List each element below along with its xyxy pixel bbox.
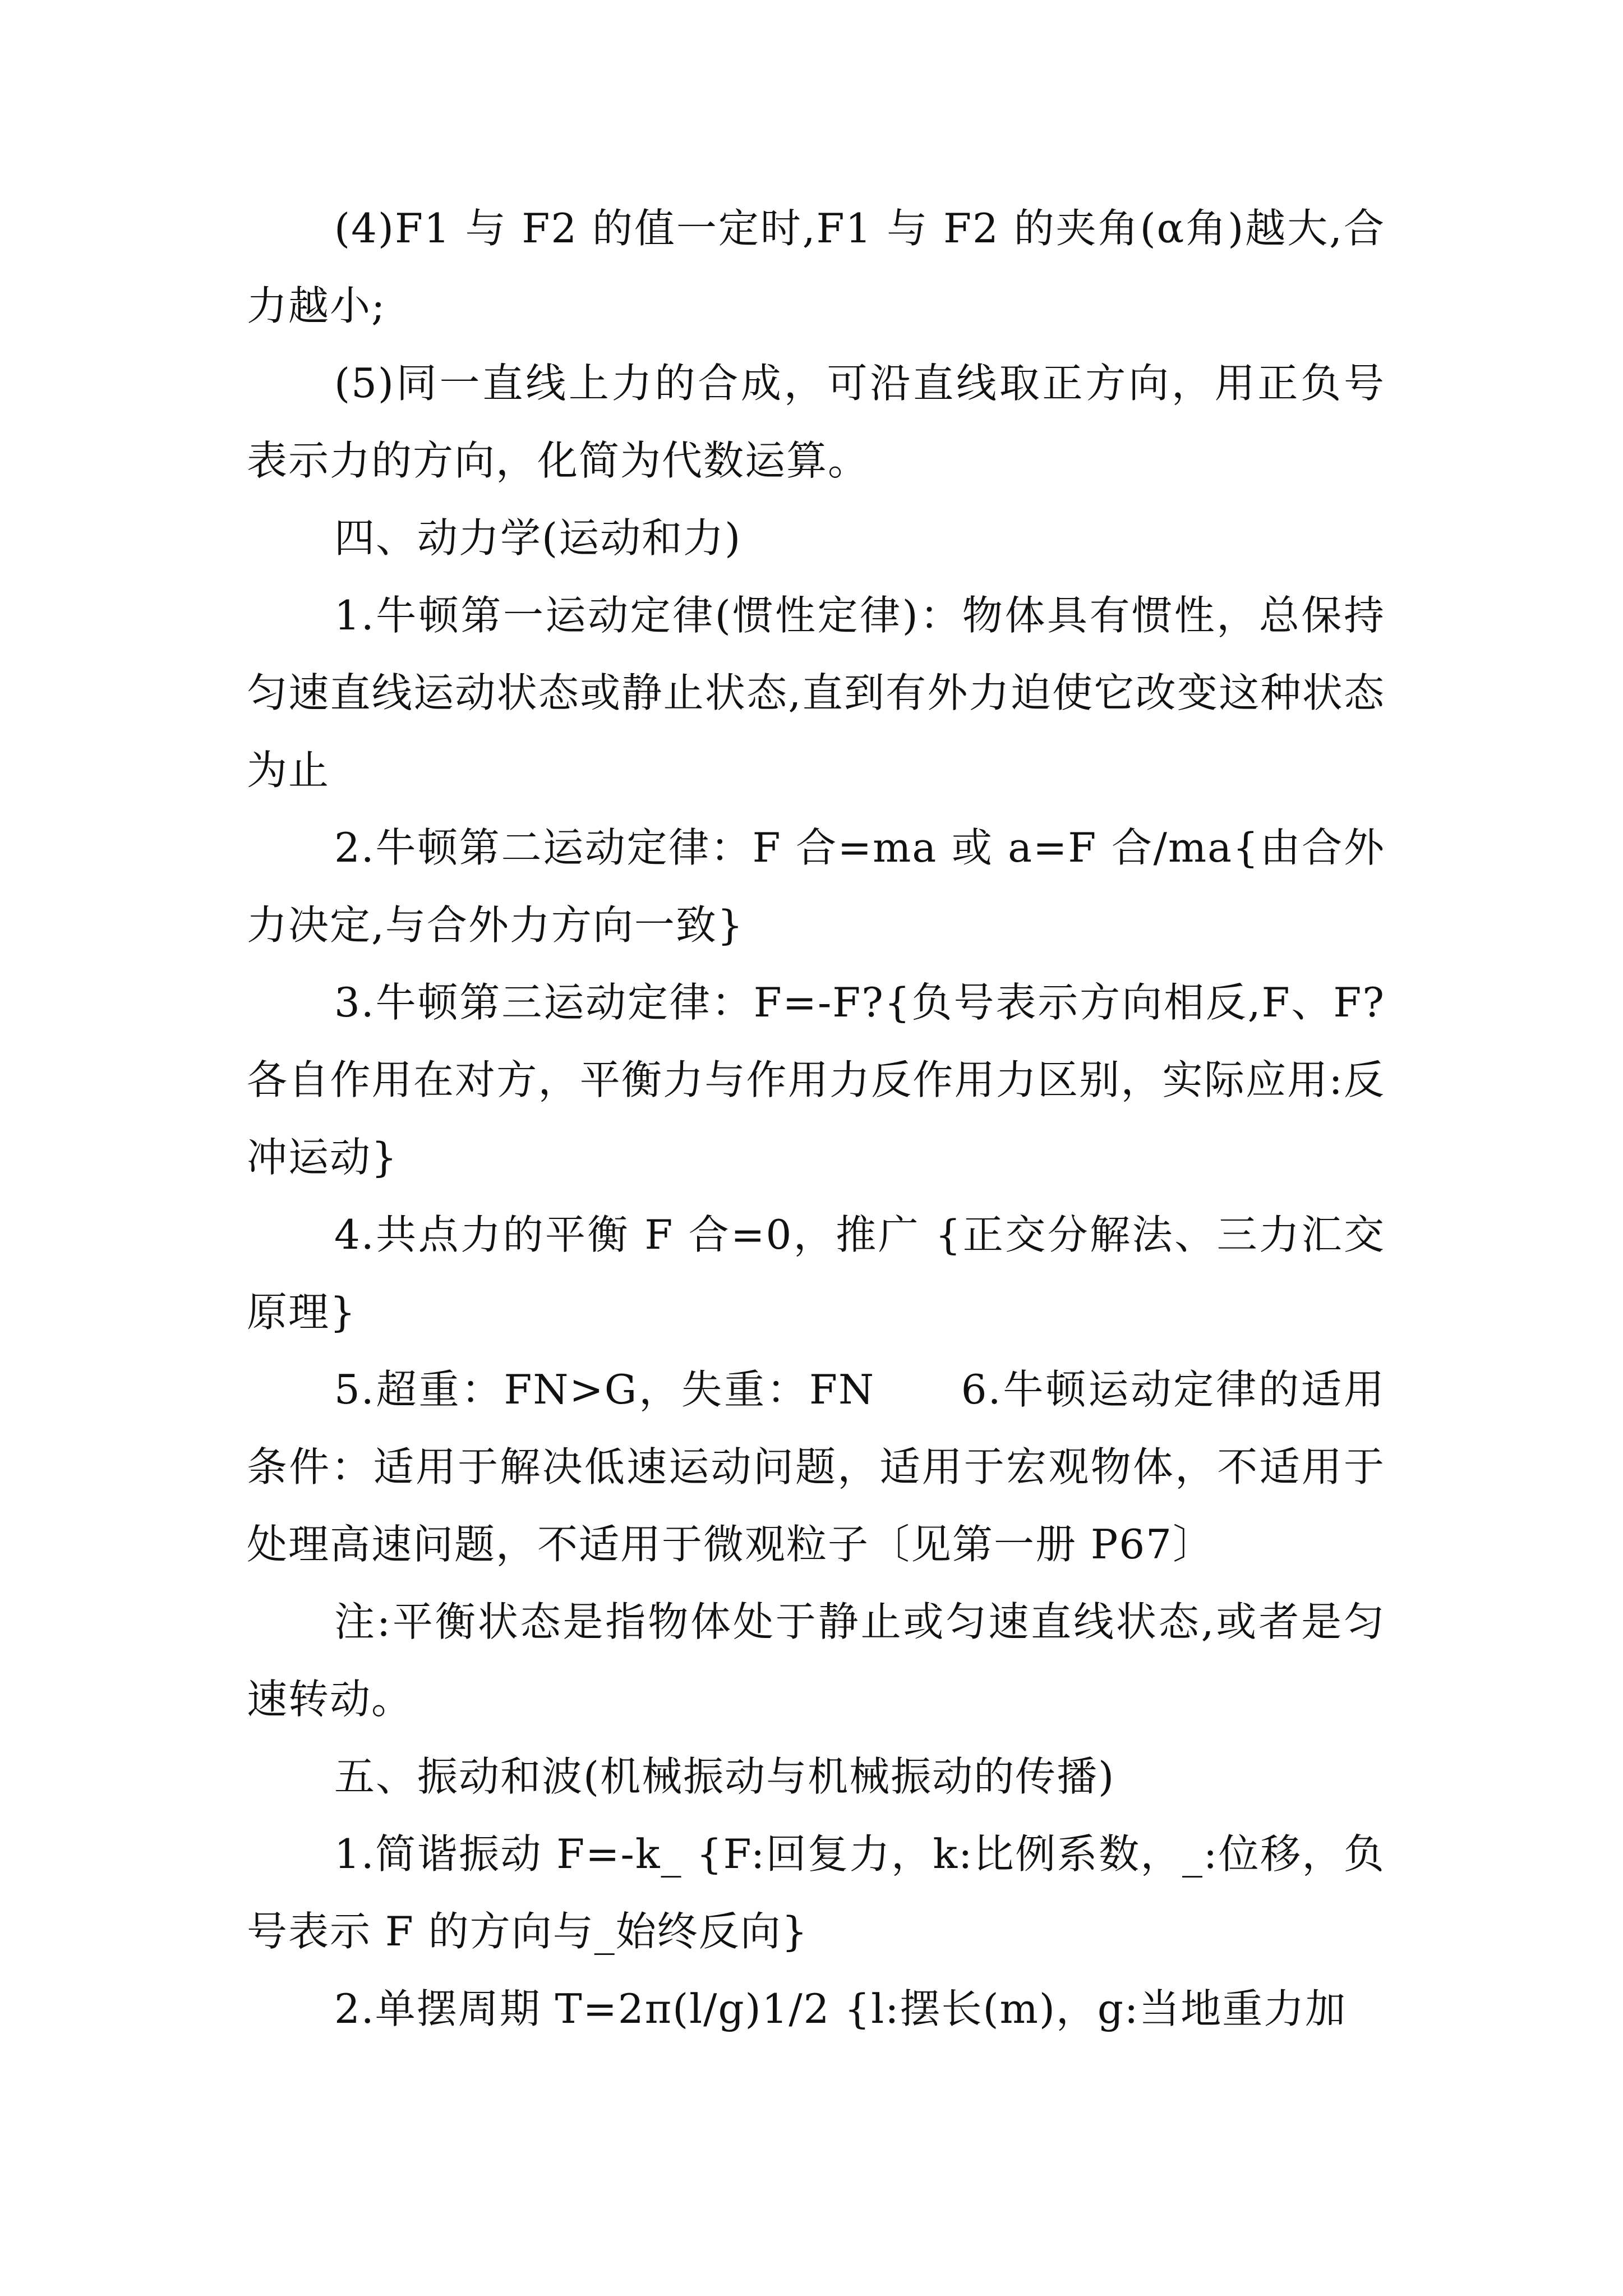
paragraph-newton-first-law: 1.牛顿第一运动定律(惯性定律)：物体具有惯性，总保持匀速直线运动状态或静止状态,直到有外力迫使它改变这种状态为止 (247, 592, 1385, 794)
paragraph-force-equilibrium: 4.共点力的平衡 F 合=0，推广 {正交分解法、三力汇交原理} (247, 1211, 1385, 1336)
paragraph-collinear-forces: (5)同一直线上力的合成，可沿直线取正方向，用正负号表示力的方向，化简为代数运算。 (247, 360, 1385, 484)
section-heading-dynamics: 四、动力学(运动和力) (334, 514, 742, 562)
paragraph-overweight-applicability: 5.超重：FN>G，失重：FN 6.牛顿运动定律的适用条件：适用于解决低速运动问题，适用于宏观物体，不适用于处理高速问题，不适用于微观粒子〔见第一册 P67〕 (247, 1366, 1385, 1568)
paragraph-equilibrium-note: 注:平衡状态是指物体处于静止或匀速直线状态,或者是匀速转动。 (247, 1598, 1385, 1723)
section-heading-vibration-waves: 五、振动和波(机械振动与机械振动的传播) (334, 1753, 1115, 1800)
paragraph-simple-harmonic-motion: 1.简谐振动 F=-k_ {F:回复力，k:比例系数，_:位移，负号表示 F 的方向与_始终反向} (247, 1830, 1385, 1955)
paragraph-pendulum-period: 2.单摆周期 T=2π(l/g)1/2 {l:摆长(m)，g:当地重力加 (334, 1985, 1347, 2032)
paragraph-newton-second-law: 2.牛顿第二运动定律：F 合=ma 或 a=F 合/ma{由合外力决定,与合外力方向一致} (247, 824, 1385, 949)
paragraph-newton-third-law: 3.牛顿第三运动定律：F=-F?{负号表示方向相反,F、F?各自作用在对方，平衡力与作用力反作用力区别，实际应用:反冲运动} (247, 979, 1385, 1181)
paragraph-force-angle: (4)F1 与 F2 的值一定时,F1 与 F2 的夹角(α角)越大,合力越小; (247, 205, 1385, 329)
document-body (247, 190, 1385, 2047)
